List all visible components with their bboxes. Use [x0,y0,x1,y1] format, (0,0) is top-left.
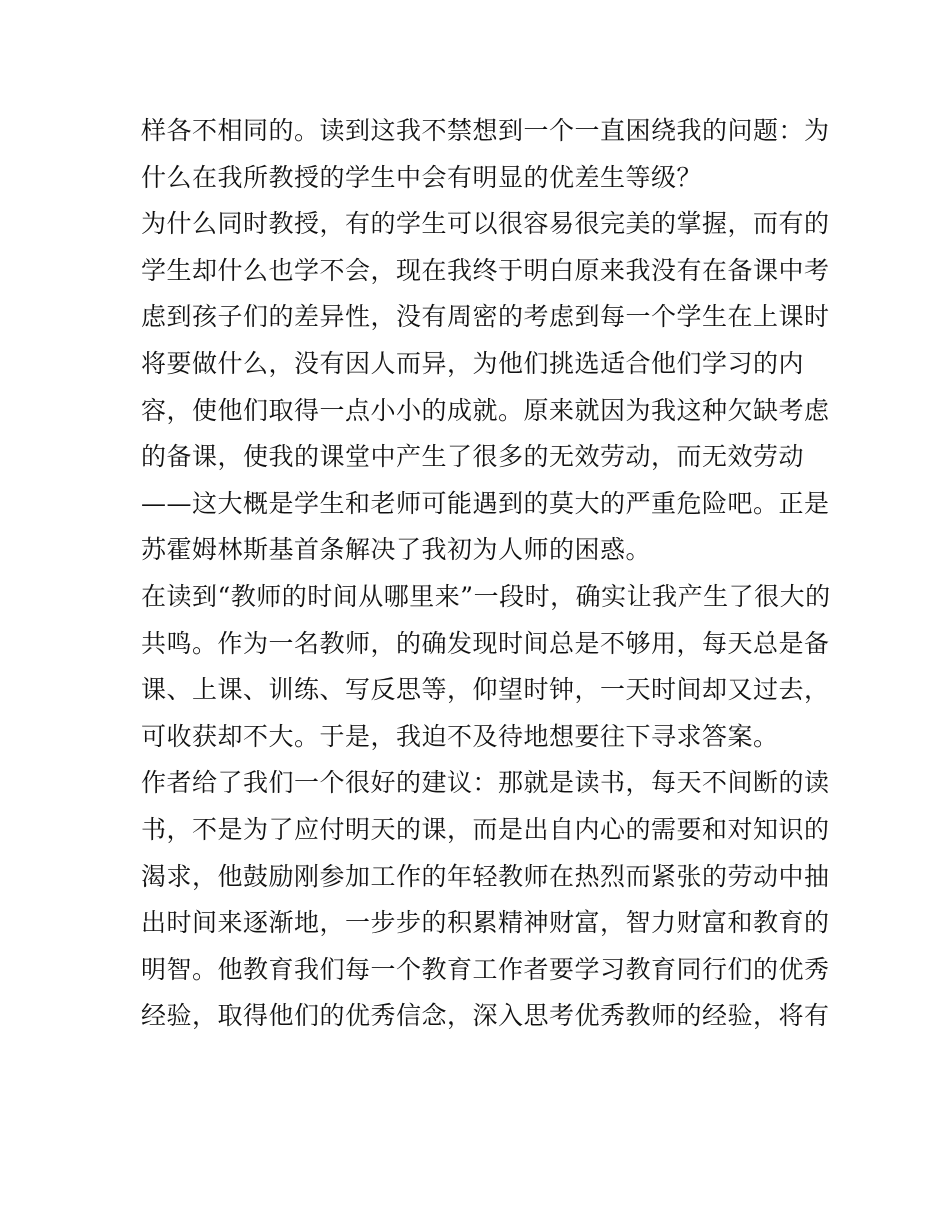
text-line: 容，使他们取得一点小小的成就。原来就因为我这种欠缺考虑 [141,395,830,425]
text-line: 什么在我所教授的学生中会有明显的优差生等级？ [141,162,703,192]
text-line: 出时间来逐渐地，一步步的积累精神财富，智力财富和教育的 [141,908,830,938]
text-line: 的备课，使我的课堂中产生了很多的无效劳动，而无效劳动 [141,442,805,472]
text-line: 可收获却不大。于是，我迫不及待地想要往下寻求答案。 [141,721,779,751]
text-line: 将要做什么，没有因人而异，为他们挑选适合他们学习的内 [141,348,805,378]
text-line: 为什么同时教授，有的学生可以很容易很完美的掌握，而有的 [141,209,830,239]
text-line: 书，不是为了应付明天的课，而是出自内心的需要和对知识的 [141,814,830,844]
text-line: 明智。他教育我们每一个教育工作者要学习教育同行们的优秀 [141,954,830,984]
text-line: ——这大概是学生和老师可能遇到的莫大的严重危险吧。正是 [141,488,830,518]
body-text [141,108,831,1040]
text-line: 共鸣。作为一名教师，的确发现时间总是不够用，每天总是备 [141,628,830,658]
text-line: 在读到“教师的时间从哪里来”一段时，确实让我产生了很大的 [141,581,831,611]
text-line: 样各不相同的。读到这我不禁想到一个一直困绕我的问题：为 [141,116,830,145]
text-line: 苏霍姆林斯基首条解决了我初为人师的困惑。 [141,535,652,565]
text-line: 学生却什么也学不会，现在我终于明白原来我没有在备课中考 [141,255,830,285]
text-line: 虑到孩子们的差异性，没有周密的考虑到每一个学生在上课时 [141,302,830,332]
text-line: 渴求，他鼓励刚参加工作的年轻教师在热烈而紧张的劳动中抽 [141,861,830,891]
text-line: 经验，取得他们的优秀信念，深入思考优秀教师的经验，将有 [141,1001,830,1031]
text-line: 作者给了我们一个很好的建议：那就是读书，每天不间断的读 [141,768,830,798]
text-line: 课、上课、训练、写反思等，仰望时钟，一天时间却又过去， [141,675,830,705]
